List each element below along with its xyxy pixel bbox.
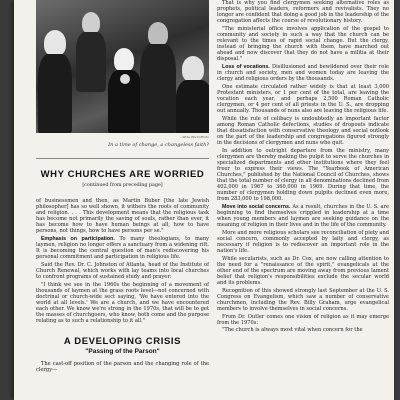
body-paragraph: Move into social concerns. As a result, churches in the U. S. are beginning to find themselves crippled in leadership at a time when young members and laymen are seeking guidance on the meaning of religion in their lives and in the life of the community.: [217, 204, 389, 229]
body-paragraph: The cast-off position of the parson and the changing role of the clergy—: [36, 361, 209, 374]
body-paragraph: of businessmen and then, as Martin Buber [the late Jewish philosopher] has so well shown, it withers the roots of community and religion. . . . This development means that the religious task has become not primarily the saving of souls, rather than ever, it has become how to have human beings at all, how to have persons, not things, how to have persons per se.": [36, 198, 209, 235]
magazine-page: [14, 0, 394, 400]
body-paragraph: One estimate circulated rather widely is that at least 3,000 Protestant ministers, or 1 per cent of the total, are leaving the vocation each year, and perhaps 2,500 Roman Catholic clergymen, or 4 per cent of all priests in the U. S., are dropping out annually. Thousands of nuns also are leaving the religious life.: [217, 83, 389, 115]
body-paragraph: "The ministerial office involves application of the gospel to community and society in such a way that the church can be relevant to the times of rapid social change. But the clergy, instead of bringing the church with them, have marched out ahead and now discover that they do not have a militia at their disposal.": [217, 25, 389, 63]
paragraph-subhead: Move into social concerns.: [222, 204, 291, 210]
paragraph-subhead: Emphasis on participation.: [41, 236, 115, 243]
divider: [36, 158, 209, 159]
article-photo: [36, 0, 209, 133]
section-subheading: "Passing of the Parson": [85, 348, 160, 356]
body-paragraph: Said the Rev. Dr. C. Johnston of Atlanta, head of the Institute of Church Renewal, which works with lay teams into local churches to confront programs of sustained study and prayer:: [36, 261, 209, 281]
body-paragraph: From Dr. Outler comes one vision of religion as it may emerge from the 1970s:: [217, 313, 389, 326]
body-paragraph: Loss of vocations. Disillusioned and bewildered over their role in church and society, men and women today are leaving the clergy and religious orders by the thousands.: [217, 63, 389, 83]
left-column: [36, 0, 209, 400]
section-heading: A DEVELOPING CRISIS: [63, 336, 182, 348]
body-paragraph: More and more religious scholars see reconciliation of piety and social concern, commonly accepted by laity and clergy, as necessary if religion is to rediscover an important role in the nation's life.: [217, 229, 389, 255]
body-paragraph: In addition to outright departure from the ministry, many clergymen are thereby making the pulpit to serve the churches in specialized departments and other institutions where they feel freer to express their views. The "Yearbook of American Churches," published by the National Council of Churches, shows that the total number of clergy in all denominations declined from 402,000 in 1967 to 360,000 in 1969. During that time, the number of clergymen holding down pulpits declined even more, from 283,000 to 198,000.: [217, 147, 389, 203]
paragraph-subhead: Loss of vocations.: [222, 63, 270, 70]
photo-credit: —Wide World Photo: [179, 135, 209, 139]
body-paragraph: "I think we see in the 1960s the beginning of a movement of thousands of laymen at the grass roots level—not concerned with doctrinal or church-wide sect saying, 'We have entered into the world at all levels.' We are a church, and we have encountered each other. We know we're strong in the 1970s, that will be to get the masses of churchgoers, who know, both come and the purpose relating as to such a relationship to it all.": [36, 281, 209, 325]
article-headline: WHY CHURCHES ARE WORRIED: [40, 169, 205, 180]
body-paragraph: Recognition of this showed strongly last September at the U. S. Congress on Evangelism, which saw a number of conservative churchmen, including the Rev. Billy Graham, urge evangelical members to involve themselves in social concerns.: [217, 287, 389, 312]
body-paragraph: That is why you find clergymen seeking alternative roles as prophets, political leaders, reformers and revivalists. They no longer are confident that doing a good job in the leadership of the congregation affects the course of revolutionary history.: [217, 0, 389, 25]
body-paragraph: "The church is always most vital when concern for the: [222, 327, 363, 334]
body-paragraph: Emphasis on participation. To many theologians, to many laymen, religion no longer offers a sanctuary from a widening rift. It is becoming the central question of man's rediscovering his personal commitment and participation in religious life.: [36, 236, 209, 261]
body-paragraph: While the rule of celibacy is undoubtedly an important factor among Roman Catholic defections, studies of dropouts indicate that dissatisfaction with conservative theology and social outlook on the part of the leadership and congregations figured strongly in the decisions of clergymen and nuns who quit.: [217, 115, 389, 147]
body-paragraph: While secularists, such as Dr. Cox, are now calling attention to the need for a "renaissance of the spirit," evangelicals at the other end of the spectrum are moving away from previous lament belief that religion's responsibilities exclude the secular world and its problems.: [217, 255, 389, 287]
right-column: [217, 0, 389, 400]
continued-note: [continued from preceding page]: [82, 183, 163, 188]
photo-caption: In a time of change, a changeless faith?: [108, 142, 209, 148]
